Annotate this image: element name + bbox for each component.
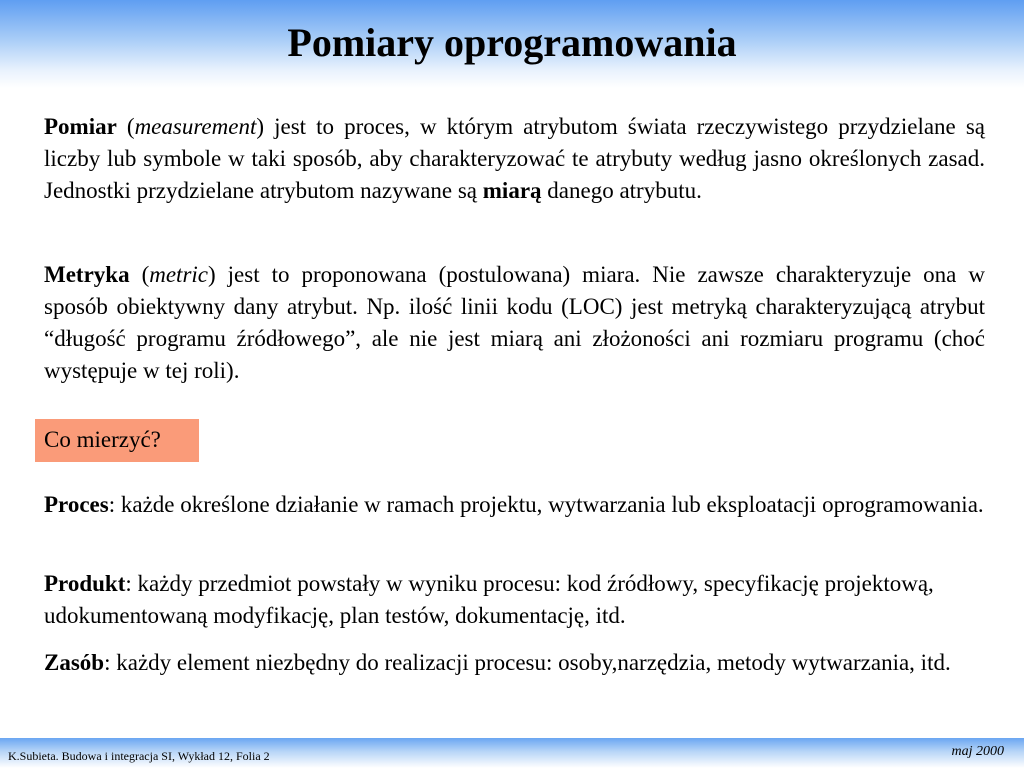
definition-metryka: Metryka (metric) jest to proponowana (postulowana) miara. Nie zawsze charakteryzuje ona w sposób obiektywny dany atrybut. Np. ilość linii kodu (LOC) jest metryką charakteryzującą atrybut “długość programu źródłowego”, ale nie jest miarą ani złożoności ani rozmiaru programu (choć występuje w tej roli). (44, 262, 985, 383)
item-proces-text: : każde określone działanie w ramach projektu, wytwarzania lub eksploatacji oprogramowania. (108, 492, 984, 517)
footer-date: maj 2000 (951, 744, 1004, 759)
term-miara: miarą (482, 178, 542, 203)
definition-pomiar-text-end: danego atrybutu. (541, 178, 702, 203)
question-box-label: Co mierzyć? (44, 427, 161, 452)
slide-title: Pomiary oprogramowania (287, 20, 737, 65)
term-metryka: Metryka (44, 262, 130, 287)
term-proces: Proces (44, 492, 109, 517)
footer-source: K.Subieta. Budowa i integracja SI, Wykład 12, Folia 2 (8, 749, 270, 763)
definition-pomiar: Pomiar (measurement) jest to proces, w którym atrybutom świata rzeczywistego przydzielane są liczby lub symbole w taki sposób, aby charakteryzować te atrybuty według jasno określonych zasad. Jednostki przydzielane atrybutom nazywane są miarą danego atrybutu. (44, 114, 985, 203)
list-item-produkt (44, 568, 1004, 632)
list-item-proces (44, 489, 1004, 521)
term-zasob: Zasób (44, 650, 105, 675)
footer-bar (0, 738, 1024, 768)
term-metryka-english: metric (149, 262, 208, 287)
definition-pomiar-text: jest to proces, w którym atrybutom świata rzeczywistego przydzielane są liczby lub symbole w taki sposób, aby charakteryzować te atrybuty według jasno określonych zasad. Jednostki przydzielane atrybutom nazywane są (44, 114, 985, 203)
item-produkt-text: : każdy przedmiot powstały w wyniku procesu: kod źródłowy, specyfikację projektową, udokumentowaną modyfikację, plan testów, dokumentację, itd. (44, 571, 934, 628)
term-pomiar-english: measurement (134, 114, 257, 139)
term-produkt: Produkt (44, 571, 126, 596)
definition-metryka-text: jest to proponowana (postulowana) miara. Nie zawsze charakteryzuje ona w sposób obiektywny dany atrybut. Np. ilość linii kodu (LOC) jest metryką charakteryzującą atrybut “długość programu źródłowego”, ale nie jest miarą ani złożoności ani rozmiaru programu (choć występuje w tej roli). (44, 262, 985, 383)
question-box (35, 419, 199, 462)
item-zasob-text: : każdy element niezbędny do realizacji procesu: osoby,narzędzia, metody wytwarzania, itd. (104, 650, 951, 675)
list-item-zasob (44, 647, 1004, 679)
term-pomiar: Pomiar (44, 114, 117, 139)
